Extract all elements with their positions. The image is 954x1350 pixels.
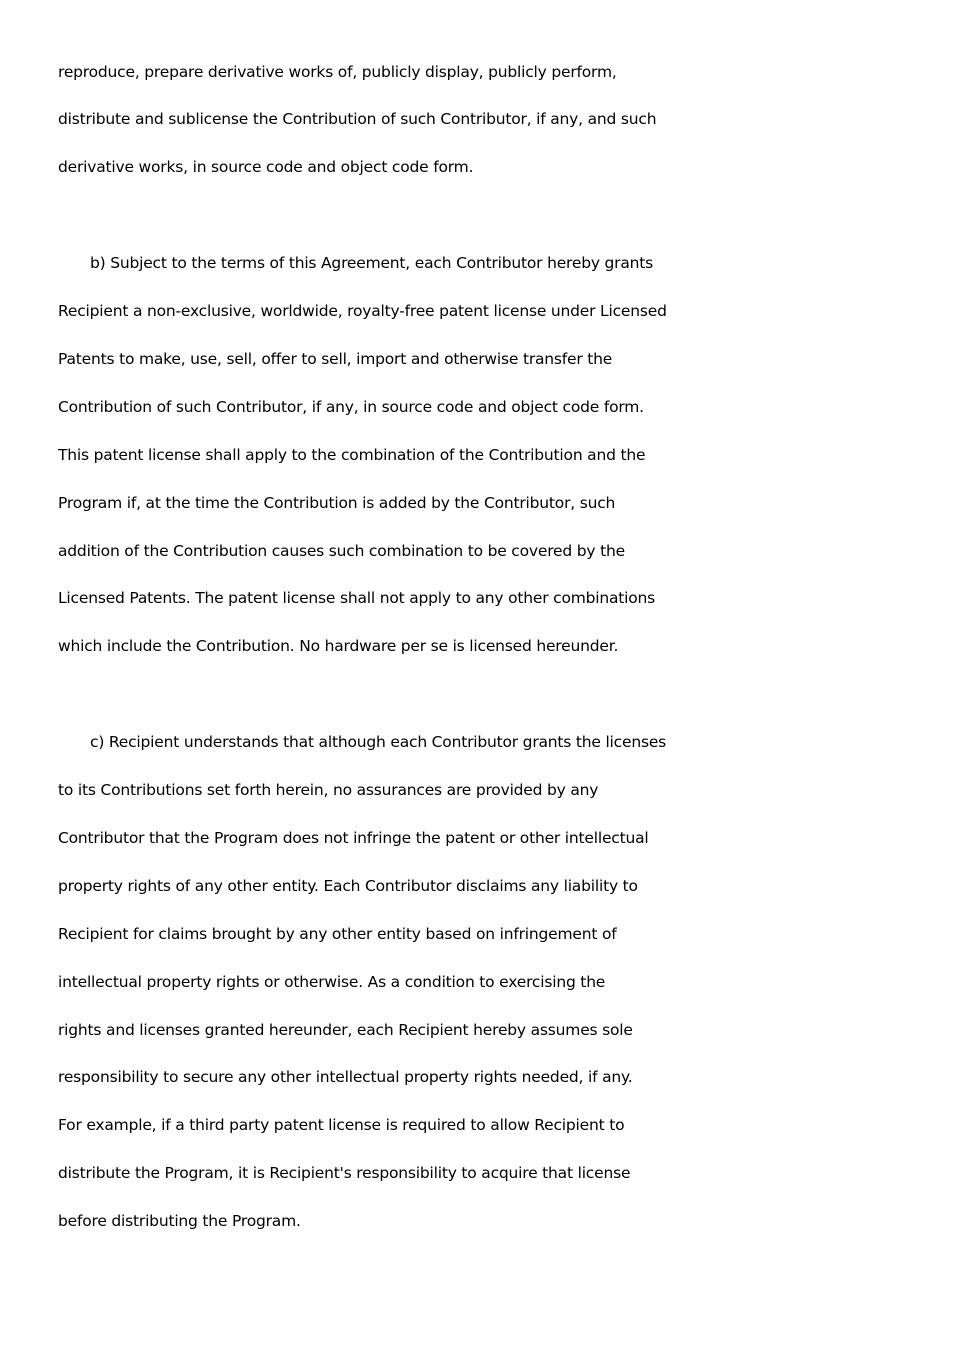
paragraph-c-line: distribute the Program, it is Recipient's responsibility to acquire that license [58, 1164, 631, 1182]
paragraph-b-line: Patents to make, use, sell, offer to sell, import and otherwise transfer the [58, 350, 613, 368]
paragraph-a-line: reproduce, prepare derivative works of, publicly display, publicly perform, [58, 63, 617, 81]
paragraph-c-line: property rights of any other entity. Each Contributor disclaims any liability to [58, 877, 638, 895]
paragraph-c-line: intellectual property rights or otherwise. As a condition to exercising the [58, 973, 606, 991]
paragraph-b-line: b) Subject to the terms of this Agreement, each Contributor hereby grants [90, 254, 654, 272]
paragraph-c-line: to its Contributions set forth herein, no assurances are provided by any [58, 781, 599, 799]
paragraph-c-line: Recipient for claims brought by any other entity based on infringement of [58, 925, 617, 943]
paragraph-b-line: Licensed Patents. The patent license shall not apply to any other combinations [58, 589, 656, 607]
paragraph-a-line: derivative works, in source code and object code form. [58, 158, 474, 176]
paragraph-b-line: This patent license shall apply to the combination of the Contribution and the [58, 446, 646, 464]
paragraph-c-line: For example, if a third party patent license is required to allow Recipient to [58, 1116, 625, 1134]
paragraph-b-line: Contribution of such Contributor, if any, in source code and object code form. [58, 398, 644, 416]
paragraph-a-line: distribute and sublicense the Contribution of such Contributor, if any, and such [58, 110, 657, 128]
paragraph-c-line: responsibility to secure any other intellectual property rights needed, if any. [58, 1068, 633, 1086]
paragraph-b-line: addition of the Contribution causes such combination to be covered by the [58, 542, 625, 560]
paragraph-c-line: before distributing the Program. [58, 1212, 301, 1230]
paragraph-c-line: c) Recipient understands that although each Contributor grants the licenses [90, 733, 667, 751]
paragraph-c-line: rights and licenses granted hereunder, each Recipient hereby assumes sole [58, 1021, 633, 1039]
paragraph-b-line: which include the Contribution. No hardware per se is licensed hereunder. [58, 637, 619, 655]
paragraph-c-line: Contributor that the Program does not infringe the patent or other intellectual [58, 829, 649, 847]
paragraph-b-line: Program if, at the time the Contribution is added by the Contributor, such [58, 494, 616, 512]
paragraph-b-line: Recipient a non-exclusive, worldwide, royalty-free patent license under Licensed [58, 302, 667, 320]
